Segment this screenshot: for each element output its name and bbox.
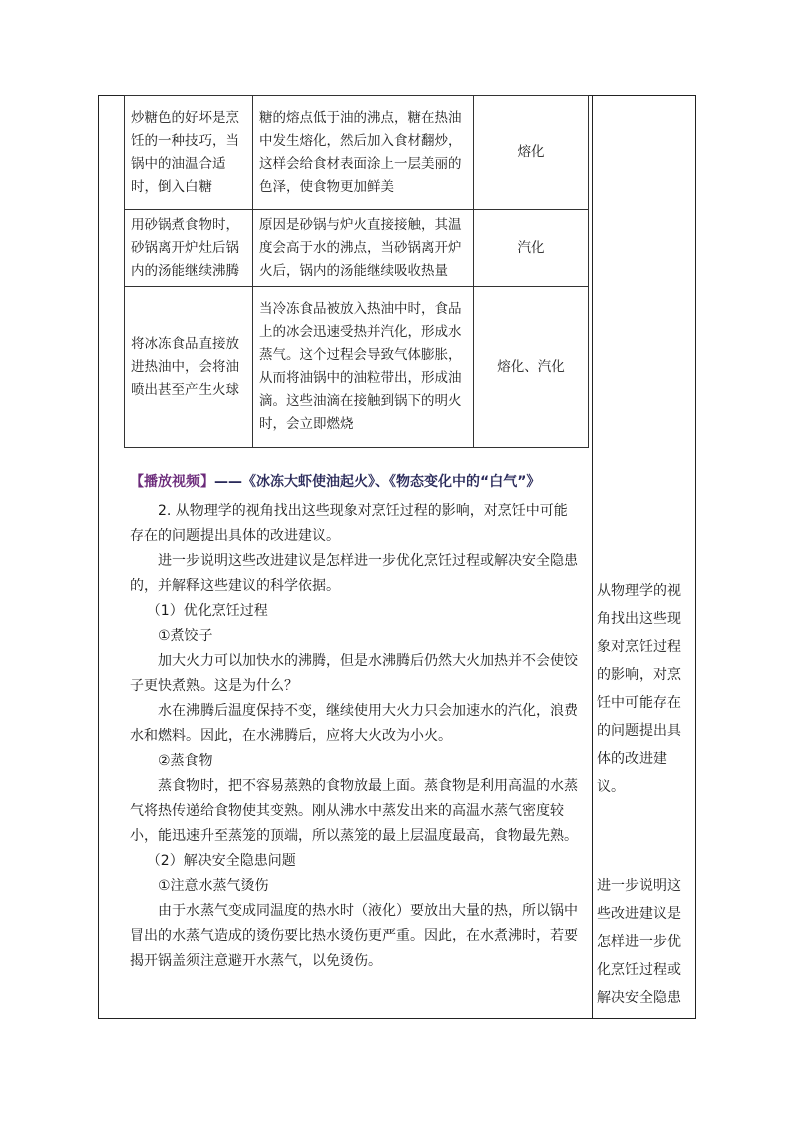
state-change-cell: 汽化 xyxy=(474,210,589,287)
subsection-heading: ①注意水蒸气烫伤 xyxy=(158,878,269,894)
phenomenon-cell: 用砂锅煮食物时，砂锅离开炉灶后锅内的汤能继续沸腾 xyxy=(125,210,253,287)
side-note-1: 从物理学的视角找出这些现象对烹饪过程的影响，对烹饪中可能存在的问题提出具体的改进建议。 xyxy=(597,583,681,795)
phenomenon-cell: 炒糖色的好坏是烹饪的一种技巧，当锅中的油温合适时，倒入白糖 xyxy=(125,96,253,210)
table-row xyxy=(125,96,589,210)
paragraph: 2. 从物理学的视角找出这些现象对烹饪过程的影响，对烹饪中可能存在的问题提出具体的改进建议。 xyxy=(130,503,568,544)
paragraph: 水在沸腾后温度保持不变，继续使用大火力只会加速水的汽化，浪费水和燃料。因此，在水沸腾后，应将大火改为小火。 xyxy=(130,703,578,744)
explanation-cell: 原因是砂锅与炉火直接接触，其温度会高于水的沸点，当砂锅离开炉火后，锅内的汤能继续吸收热量 xyxy=(253,210,474,287)
section-heading: （1）优化烹饪过程 xyxy=(146,603,268,619)
video-line xyxy=(130,470,580,495)
paragraph: 蒸食物时，把不容易蒸熟的食物放最上面。蒸食物是利用高温的水蒸气将热传递给食物使其变熟。刚从沸水中蒸发出来的高温水蒸气密度较小，能迅速升至蒸笼的顶端，所以蒸笼的最上层温度最高，食物最先熟。 xyxy=(130,778,578,844)
state-change-cell: 熔化、汽化 xyxy=(474,287,589,448)
video-titles: ——《冰冻大虾使油起火》、《物态变化中的“白气”》 xyxy=(214,474,541,490)
explanation-cell: 当冷冻食品被放入热油中时，食品上的冰会迅速受热并汽化，形成水蒸气。这个过程会导致气体膨胀，从而将油锅中的油粒带出，形成油滴。这些油滴在接触到锅下的明火时，会立即燃烧 xyxy=(253,287,474,448)
frame-right-border xyxy=(695,95,696,1018)
paragraph: 进一步说明这些改进建议是怎样进一步优化烹饪过程或解决安全隐患的，并解释这些建议的科学依据。 xyxy=(130,553,578,594)
phenomena-table xyxy=(124,95,589,448)
state-change-cell: 熔化 xyxy=(474,96,589,210)
table-row xyxy=(125,287,589,448)
frame-left-border xyxy=(98,95,99,1018)
table-row xyxy=(125,210,589,287)
subsection-heading: ②蒸食物 xyxy=(158,753,213,769)
paragraph: 加大火力可以加快水的沸腾，但是水沸腾后仍然大火加热并不会使饺子更快煮熟。这是为什么？ xyxy=(130,653,578,694)
video-tag: 【播放视频】 xyxy=(130,474,214,490)
frame-bottom-border xyxy=(98,1018,696,1019)
phenomenon-cell: 将冰冻食品直接放进热油中，会将油喷出甚至产生火球 xyxy=(125,287,253,448)
frame-column-divider xyxy=(592,95,593,1018)
main-body-text xyxy=(130,470,580,974)
section-heading: （2）解决安全隐患问题 xyxy=(146,853,296,869)
side-note-2: 进一步说明这些改进建议是怎样进一步优化烹饪过程或解决安全隐患 xyxy=(597,878,681,1006)
subsection-heading: ①煮饺子 xyxy=(158,628,213,644)
explanation-cell: 糖的熔点低于油的沸点，糖在热油中发生熔化，然后加入食材翻炒，这样会给食材表面涂上一层美丽的色泽，使食物更加鲜美 xyxy=(253,96,474,210)
paragraph: 由于水蒸气变成同温度的热水时（液化）要放出大量的热，所以锅中冒出的水蒸气造成的烫伤要比热水烫伤更严重。因此，在水煮沸时，若要揭开锅盖须注意避开水蒸气，以免烫伤。 xyxy=(130,903,578,969)
